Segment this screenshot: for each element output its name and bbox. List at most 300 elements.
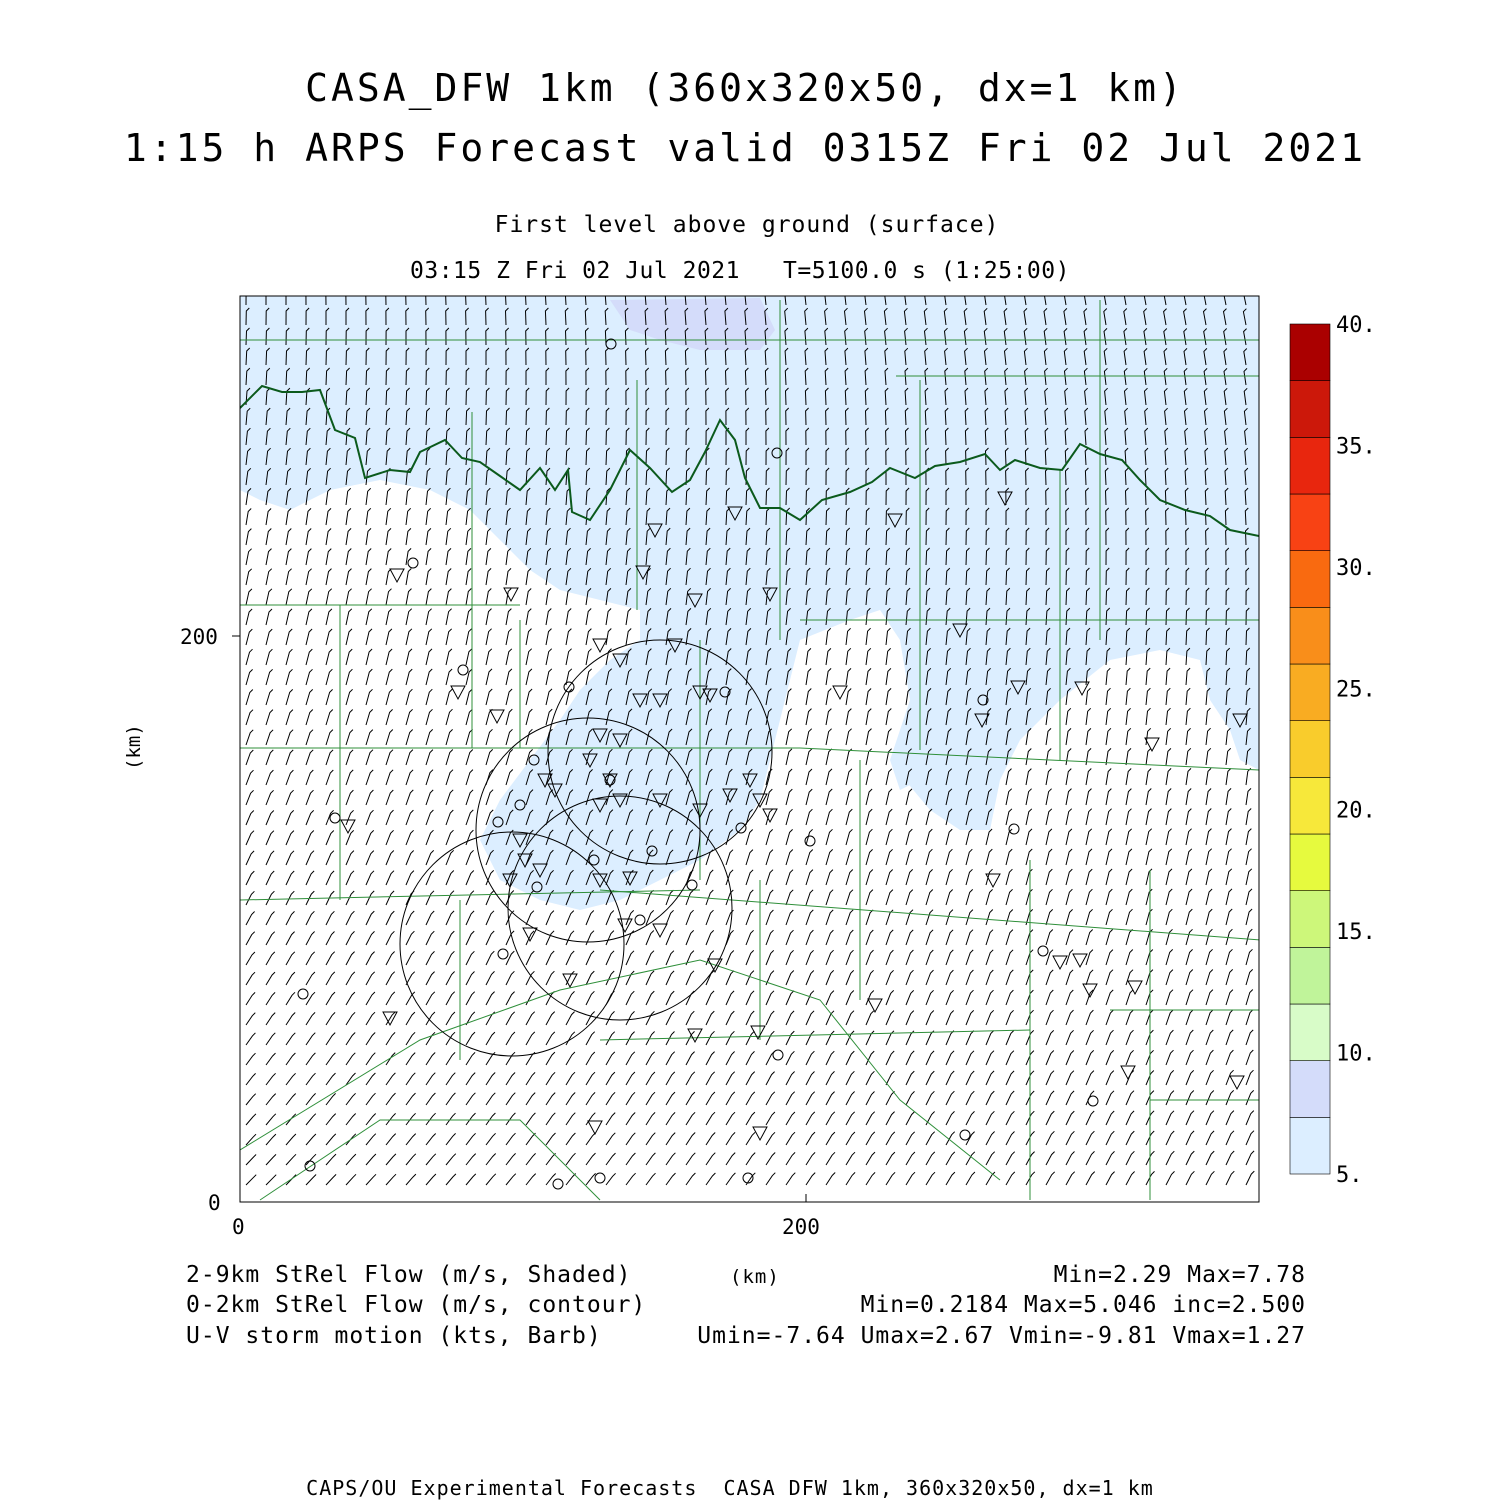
wind-barb bbox=[906, 849, 913, 865]
wind-barb bbox=[1006, 1071, 1014, 1085]
wind-barb bbox=[1106, 1010, 1113, 1025]
wind-barb bbox=[706, 1031, 715, 1045]
wind-barb bbox=[786, 829, 793, 845]
wind-barb bbox=[926, 890, 933, 906]
wind-barb bbox=[986, 1152, 995, 1165]
wind-barb bbox=[766, 1031, 774, 1045]
wind-barb bbox=[406, 931, 414, 945]
wind-barb bbox=[266, 1033, 275, 1045]
wind-barb bbox=[246, 730, 253, 745]
wind-barb bbox=[686, 930, 694, 945]
wind-barb bbox=[926, 869, 933, 885]
wind-barb bbox=[386, 952, 395, 966]
station-triangle bbox=[588, 1121, 602, 1134]
wind-barb bbox=[866, 849, 873, 865]
wind-barb bbox=[606, 951, 614, 965]
wind-barb bbox=[886, 1071, 894, 1085]
wind-barb bbox=[346, 1114, 356, 1126]
wind-barb bbox=[286, 549, 291, 565]
wind-barb bbox=[466, 931, 474, 945]
wind-barb bbox=[446, 1012, 455, 1025]
wind-barb bbox=[666, 1052, 675, 1065]
wind-barb bbox=[546, 588, 551, 605]
wind-barb bbox=[546, 1174, 556, 1186]
wind-barb bbox=[526, 589, 531, 606]
wind-barb bbox=[266, 831, 274, 845]
wind-barb bbox=[1126, 909, 1133, 925]
wind-barb bbox=[686, 1052, 695, 1065]
wind-barb bbox=[966, 1031, 974, 1045]
wind-barb bbox=[266, 770, 273, 785]
wind-barb bbox=[686, 1153, 695, 1165]
wind-barb bbox=[606, 931, 614, 945]
wind-barb bbox=[846, 789, 852, 805]
wind-barb bbox=[1166, 869, 1172, 885]
wind-barb bbox=[1146, 708, 1151, 725]
wind-barb bbox=[506, 1073, 515, 1086]
wind-barb bbox=[506, 749, 513, 765]
wind-barb bbox=[366, 830, 374, 845]
wind-barb bbox=[906, 1112, 915, 1125]
wind-barb bbox=[746, 950, 754, 965]
wind-barb bbox=[466, 972, 475, 986]
station-triangle bbox=[868, 999, 882, 1012]
wind-barb bbox=[746, 930, 754, 945]
wind-barb bbox=[1066, 970, 1073, 985]
wind-barb bbox=[246, 1094, 256, 1105]
wind-barb bbox=[346, 810, 354, 825]
wind-barb bbox=[446, 689, 452, 705]
wind-barb bbox=[426, 850, 434, 865]
wind-barb bbox=[966, 1051, 974, 1065]
wind-barb bbox=[286, 1013, 295, 1026]
wind-barb bbox=[606, 1032, 615, 1045]
wind-barb bbox=[1046, 789, 1052, 805]
wind-barb bbox=[446, 1032, 455, 1045]
wind-barb bbox=[366, 750, 373, 765]
wind-barb bbox=[846, 749, 852, 765]
wind-barb bbox=[766, 910, 773, 925]
wind-barb bbox=[406, 528, 411, 545]
wind-barb bbox=[546, 1052, 555, 1065]
wind-barb bbox=[386, 1154, 396, 1165]
wind-barb bbox=[1066, 1030, 1074, 1045]
wind-barb bbox=[1086, 950, 1093, 965]
wind-barb bbox=[866, 1092, 875, 1106]
wind-barb bbox=[1066, 1111, 1074, 1125]
wind-barb bbox=[1106, 950, 1113, 965]
wind-barb bbox=[326, 529, 331, 546]
wind-barb bbox=[926, 1051, 934, 1065]
wind-barb bbox=[526, 609, 531, 625]
wind-barb bbox=[326, 1093, 336, 1105]
wind-barb bbox=[786, 729, 792, 745]
wind-barb bbox=[386, 770, 393, 785]
wind-barb bbox=[246, 1114, 256, 1125]
wind-barb bbox=[446, 1133, 456, 1145]
wind-barb bbox=[326, 549, 331, 565]
wind-barb bbox=[1206, 1111, 1214, 1125]
wind-barb bbox=[366, 972, 375, 985]
wind-barb bbox=[326, 911, 334, 925]
wind-barb bbox=[306, 1073, 316, 1085]
wind-barb bbox=[426, 1012, 435, 1025]
wind-barb bbox=[466, 810, 473, 825]
wind-barb bbox=[1206, 1010, 1213, 1025]
wind-barb bbox=[906, 1091, 915, 1105]
wind-barb bbox=[286, 508, 291, 525]
station-circle bbox=[687, 880, 697, 890]
wind-barb bbox=[406, 569, 411, 586]
wind-barb bbox=[1126, 668, 1130, 685]
wind-barb bbox=[266, 710, 273, 725]
wind-barb bbox=[486, 568, 491, 585]
wind-barb bbox=[346, 750, 353, 765]
wind-barb bbox=[446, 810, 453, 825]
wind-barb bbox=[346, 1053, 355, 1065]
wind-barb bbox=[1166, 970, 1173, 985]
colorbar-label: 15. bbox=[1336, 920, 1376, 946]
wind-barb bbox=[446, 972, 455, 986]
wind-barb bbox=[1066, 809, 1072, 825]
wind-barb bbox=[406, 689, 412, 705]
wind-barb bbox=[1246, 869, 1252, 885]
wind-barb bbox=[426, 830, 434, 845]
wind-barb bbox=[1106, 1111, 1114, 1125]
wind-barb bbox=[646, 971, 654, 985]
wind-barb bbox=[826, 991, 834, 1005]
wind-barb bbox=[1086, 1091, 1094, 1105]
wind-barb bbox=[1226, 909, 1232, 925]
wind-barb bbox=[466, 830, 473, 845]
wind-barb bbox=[526, 1153, 536, 1165]
wind-barb bbox=[666, 991, 674, 1005]
wind-barb bbox=[486, 528, 491, 545]
wind-barb bbox=[466, 709, 472, 725]
wind-barb bbox=[1206, 768, 1211, 785]
wind-barb bbox=[486, 1093, 495, 1105]
wind-barb bbox=[926, 1132, 935, 1145]
wind-barb bbox=[726, 930, 734, 945]
colorbar-segment bbox=[1290, 721, 1330, 778]
wind-barb bbox=[846, 870, 853, 886]
wind-barb bbox=[486, 1154, 496, 1166]
wind-barb bbox=[266, 1175, 276, 1185]
wind-barb bbox=[866, 1112, 875, 1125]
colorbar-segment bbox=[1290, 607, 1330, 664]
wind-barb bbox=[426, 528, 431, 545]
wind-barb bbox=[666, 1011, 674, 1025]
wind-barb bbox=[586, 649, 592, 665]
wind-barb bbox=[1106, 728, 1111, 745]
wind-barb bbox=[1066, 789, 1072, 805]
wind-barb bbox=[826, 1071, 835, 1085]
wind-barb bbox=[1006, 950, 1013, 965]
wind-barb bbox=[886, 829, 892, 845]
wind-barb bbox=[366, 770, 373, 785]
wind-barb bbox=[1046, 970, 1053, 985]
wind-barb bbox=[346, 770, 353, 785]
wind-barb bbox=[726, 1031, 734, 1045]
wind-barb bbox=[806, 890, 813, 905]
wind-barb bbox=[306, 750, 313, 765]
wind-barb bbox=[246, 831, 254, 845]
wind-barb bbox=[386, 730, 393, 746]
wind-barb bbox=[1126, 929, 1133, 945]
wind-barb bbox=[1126, 1050, 1134, 1065]
wind-barb bbox=[1006, 889, 1013, 905]
wind-barb bbox=[1066, 1051, 1074, 1066]
wind-barb bbox=[426, 1032, 435, 1045]
county-line bbox=[800, 748, 1259, 770]
wind-barb bbox=[286, 891, 294, 905]
wind-barb bbox=[466, 911, 474, 925]
y-tick-label-200: 200 bbox=[180, 625, 218, 649]
wind-barb bbox=[566, 609, 571, 626]
wind-barb bbox=[406, 1174, 416, 1185]
wind-barb bbox=[586, 1173, 596, 1185]
wind-barb bbox=[946, 869, 953, 885]
wind-barb bbox=[1026, 849, 1032, 865]
wind-barb bbox=[746, 1051, 755, 1065]
wind-barb bbox=[1006, 829, 1012, 845]
wind-barb bbox=[766, 1173, 775, 1185]
wind-barb bbox=[1126, 990, 1133, 1005]
wind-barb bbox=[446, 1113, 456, 1125]
wind-barb bbox=[746, 910, 753, 925]
wind-barb bbox=[1046, 1091, 1054, 1105]
wind-barb bbox=[306, 569, 312, 585]
wind-barb bbox=[1226, 1030, 1233, 1045]
wind-barb bbox=[466, 649, 472, 665]
wind-barb bbox=[1106, 929, 1113, 945]
wind-barb bbox=[686, 971, 694, 985]
wind-barb bbox=[346, 528, 351, 545]
wind-barb bbox=[466, 770, 473, 785]
wind-barb bbox=[746, 1031, 754, 1045]
wind-barb bbox=[406, 709, 413, 725]
station-triangle bbox=[1053, 956, 1067, 969]
wind-barb bbox=[1246, 929, 1252, 945]
wind-barb bbox=[806, 870, 813, 885]
wind-barb bbox=[706, 1072, 715, 1085]
legend-contour: 0-2km StRel Flow (m/s, contour) bbox=[186, 1292, 647, 1318]
wind-barb bbox=[1066, 829, 1072, 845]
wind-barb bbox=[346, 830, 354, 845]
wind-barb bbox=[1046, 769, 1051, 785]
wind-barb bbox=[1246, 849, 1252, 865]
wind-barb bbox=[366, 589, 372, 605]
wind-barb bbox=[266, 669, 273, 685]
wind-barb bbox=[286, 669, 293, 685]
wind-barb bbox=[446, 649, 452, 665]
wind-barb bbox=[866, 769, 872, 785]
wind-barb bbox=[646, 1153, 655, 1165]
wind-barb bbox=[546, 609, 551, 626]
wind-barb bbox=[746, 1132, 755, 1145]
wind-barb bbox=[826, 970, 834, 985]
wind-barb bbox=[526, 568, 531, 585]
wind-barb bbox=[266, 912, 275, 926]
wind-barb bbox=[326, 730, 333, 745]
colorbar-segment bbox=[1290, 551, 1330, 608]
wind-barb bbox=[886, 729, 892, 745]
wind-barb bbox=[886, 1011, 894, 1025]
wind-barb bbox=[946, 930, 953, 945]
wind-barb bbox=[486, 629, 492, 645]
wind-barb bbox=[426, 972, 435, 985]
wind-barb bbox=[606, 1052, 615, 1065]
wind-barb bbox=[486, 729, 493, 745]
wind-barb bbox=[1186, 748, 1191, 765]
wind-barb bbox=[1186, 889, 1192, 905]
wind-barb bbox=[306, 609, 312, 625]
wind-barb bbox=[1226, 1171, 1234, 1185]
wind-barb bbox=[466, 750, 473, 766]
wind-barb bbox=[666, 1072, 675, 1085]
colorbar-segment bbox=[1290, 324, 1330, 381]
wind-barb bbox=[246, 972, 255, 985]
wind-barb bbox=[1026, 930, 1033, 945]
wind-barb bbox=[526, 992, 535, 1006]
wind-barb bbox=[366, 669, 372, 685]
wind-barb bbox=[1066, 728, 1071, 745]
wind-barb bbox=[1086, 849, 1092, 865]
wind-barb bbox=[806, 769, 812, 785]
wind-barb bbox=[806, 709, 812, 725]
wind-barb bbox=[306, 932, 315, 946]
wind-barb bbox=[1166, 990, 1173, 1005]
wind-barb bbox=[1066, 849, 1072, 865]
wind-barb bbox=[546, 629, 552, 645]
wind-barb bbox=[746, 1011, 754, 1025]
wind-barb bbox=[826, 789, 832, 805]
wind-barb bbox=[786, 1031, 794, 1045]
wind-barb bbox=[746, 1153, 755, 1165]
wind-barb bbox=[786, 910, 793, 925]
wind-barb bbox=[1046, 909, 1053, 925]
wind-barb bbox=[766, 991, 774, 1005]
wind-barb bbox=[886, 930, 893, 945]
wind-barb bbox=[386, 750, 393, 765]
wind-barb bbox=[506, 1052, 515, 1065]
wind-barb bbox=[806, 930, 813, 945]
wind-barb bbox=[386, 830, 394, 845]
wind-barb bbox=[1106, 1050, 1114, 1065]
wind-barb bbox=[846, 849, 853, 865]
wind-barb bbox=[1126, 1030, 1134, 1045]
y-tick-label-0: 0 bbox=[208, 1191, 221, 1215]
wind-barb bbox=[846, 829, 853, 845]
wind-barb bbox=[1006, 1152, 1015, 1165]
wind-barb bbox=[306, 972, 315, 985]
title-line-1: CASA_DFW 1km (360x320x50, dx=1 km) bbox=[305, 66, 1185, 110]
wind-barb bbox=[826, 890, 833, 905]
wind-barb bbox=[486, 1073, 495, 1086]
station-circle bbox=[553, 1179, 563, 1189]
wind-barb bbox=[526, 709, 532, 725]
wind-barb bbox=[446, 609, 452, 625]
wind-barb bbox=[506, 669, 512, 685]
wind-barb bbox=[1186, 1030, 1193, 1045]
wind-barb bbox=[646, 1011, 654, 1025]
wind-barb bbox=[1146, 849, 1152, 865]
wind-barb bbox=[606, 1153, 616, 1165]
wind-barb bbox=[526, 1012, 535, 1025]
wind-barb bbox=[626, 608, 631, 625]
wind-barb bbox=[246, 649, 253, 665]
wind-barb bbox=[246, 851, 254, 865]
wind-barb bbox=[246, 690, 253, 706]
wind-barb bbox=[806, 669, 811, 686]
wind-barb bbox=[426, 1093, 435, 1105]
wind-barb bbox=[586, 1052, 595, 1065]
wind-barb bbox=[786, 870, 793, 885]
wind-barb bbox=[1186, 1070, 1194, 1085]
wind-barb bbox=[506, 729, 513, 745]
wind-barb bbox=[246, 589, 252, 605]
station-triangle bbox=[688, 1029, 702, 1042]
wind-barb bbox=[266, 569, 272, 585]
wind-barb bbox=[426, 1154, 436, 1165]
wind-barb bbox=[386, 609, 392, 625]
wind-barb bbox=[806, 809, 812, 825]
wind-barb bbox=[546, 689, 552, 705]
wind-barb bbox=[286, 589, 292, 605]
wind-barb bbox=[1226, 768, 1231, 785]
wind-barb bbox=[366, 1073, 375, 1085]
wind-barb bbox=[386, 1032, 395, 1045]
wind-barb bbox=[1006, 1051, 1014, 1065]
wind-barb bbox=[1046, 1030, 1054, 1045]
wind-barb bbox=[1086, 930, 1093, 946]
wind-barb bbox=[1046, 1111, 1054, 1125]
wind-barb bbox=[1166, 668, 1170, 685]
wind-barb bbox=[826, 1092, 835, 1105]
wind-barb bbox=[1226, 889, 1232, 905]
wind-barb bbox=[446, 770, 453, 785]
wind-barb bbox=[346, 1033, 355, 1046]
wind-barb bbox=[306, 1093, 316, 1105]
wind-barb bbox=[846, 1071, 854, 1085]
wind-barb bbox=[846, 628, 851, 645]
wind-barb bbox=[966, 869, 973, 885]
wind-barb bbox=[686, 1072, 695, 1085]
wind-barb bbox=[866, 950, 874, 965]
wind-barb bbox=[586, 1072, 595, 1085]
wind-barb bbox=[266, 750, 273, 765]
wind-barb bbox=[386, 709, 393, 725]
wind-barb bbox=[646, 951, 654, 965]
wind-barb bbox=[1066, 990, 1073, 1005]
wind-barb bbox=[386, 1134, 396, 1145]
wind-barb bbox=[1066, 1071, 1074, 1085]
wind-barb bbox=[546, 1133, 556, 1145]
wind-barb bbox=[866, 1011, 874, 1025]
x-tick-label-0: 0 bbox=[232, 1215, 245, 1239]
wind-barb bbox=[1186, 809, 1191, 825]
wind-barb bbox=[1106, 990, 1113, 1005]
wind-barb bbox=[366, 730, 373, 745]
wind-barb bbox=[446, 830, 454, 845]
contour-min-max: Min=0.2184 Max=5.046 inc=2.500 bbox=[860, 1292, 1306, 1318]
barb-min-max: Umin=-7.64 Umax=2.67 Vmin=-9.81 Vmax=1.27 bbox=[697, 1323, 1306, 1349]
wind-barb bbox=[1106, 1131, 1114, 1145]
wind-barb bbox=[1026, 769, 1031, 785]
wind-barb bbox=[786, 1051, 794, 1065]
wind-barb bbox=[286, 1073, 296, 1085]
wind-barb bbox=[846, 970, 854, 985]
